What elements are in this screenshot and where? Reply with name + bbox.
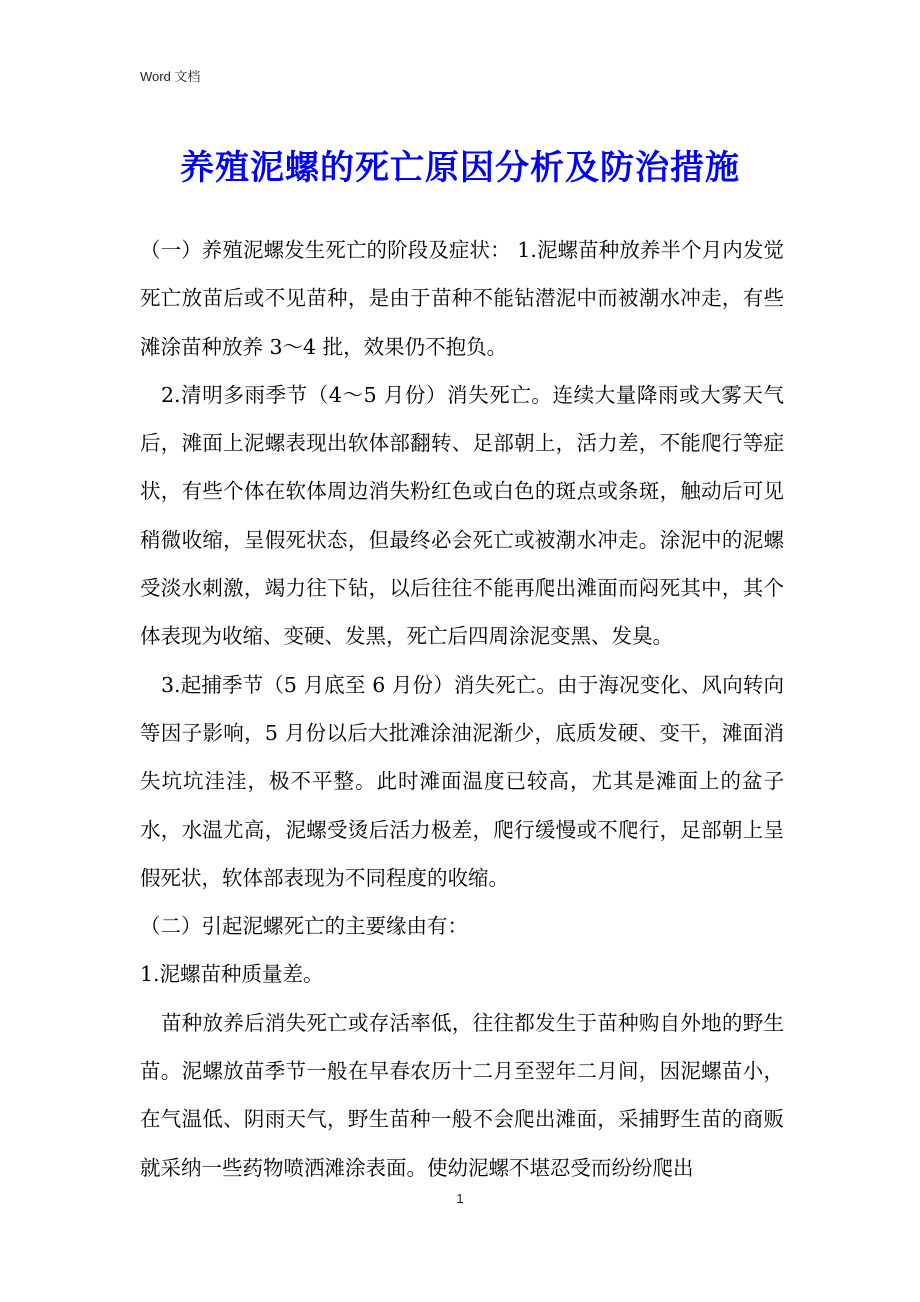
page-header: Word 文档 — [140, 69, 201, 84]
paragraph-cause-1: 1.泥螺苗种质量差。 — [140, 962, 324, 987]
page-number: 1 — [456, 1191, 464, 1206]
paragraph-harvest-deaths: 3.起捕季节（5 月底至 6 月份）消失死亡。由于海况变化、风向转向等因子影响，5 月份以后大批滩涂油泥渐少，底质发硬、变干，滩面消失坑坑洼洼，极不平整。此时滩面温度已较高，尤其是滩面上的盆子水，水温尤高，泥螺受烫后活力极差，爬行缓慢或不爬行，足部朝上呈假死状，软体部表现为不同程度的收缩。 — [140, 672, 784, 890]
paragraph-seedling-quality: 苗种放养后消失死亡或存活率低，往往都发生于苗种购自外地的野生苗。泥螺放苗季节一般在早春农历十二月至翌年二月间，因泥螺苗小，在气温低、阴雨天气，野生苗种一般不会爬出滩面，采捕野生苗的商贩就采纳一些药物喷洒滩涂表面。使幼泥螺不堪忍受而纷纷爬出 — [140, 1010, 784, 1180]
document-title: 养殖泥螺的死亡原因分析及防治措施 — [180, 148, 740, 188]
document-body — [140, 226, 784, 1192]
paragraph-symptoms-intro: （一）养殖泥螺发生死亡的阶段及症状： 1.泥螺苗种放养半个月内发觉死亡放苗后或不见苗种，是由于苗种不能钻潜泥中而被潮水冲走，有些滩涂苗种放养 3～4 批，效果仍不抱负。 — [140, 238, 784, 359]
paragraph-qingming-deaths: 2.清明多雨季节（4～5 月份）消失死亡。连续大量降雨或大雾天气后，滩面上泥螺表现出软体部翻转、足部朝上，活力差，不能爬行等症状，有些个体在软体周边消失粉红色或白色的斑点或条斑，触动后可见稍微收缩，呈假死状态，但最终必会死亡或被潮水冲走。涂泥中的泥螺受淡水刺激，竭力往下钻，以后往往不能再爬出滩面而闷死其中，其个体表现为收缩、变硬、发黑，死亡后四周涂泥变黑、发臭。 — [140, 382, 784, 649]
paragraph-causes-heading: （二）引起泥螺死亡的主要缘由有： — [140, 914, 468, 939]
